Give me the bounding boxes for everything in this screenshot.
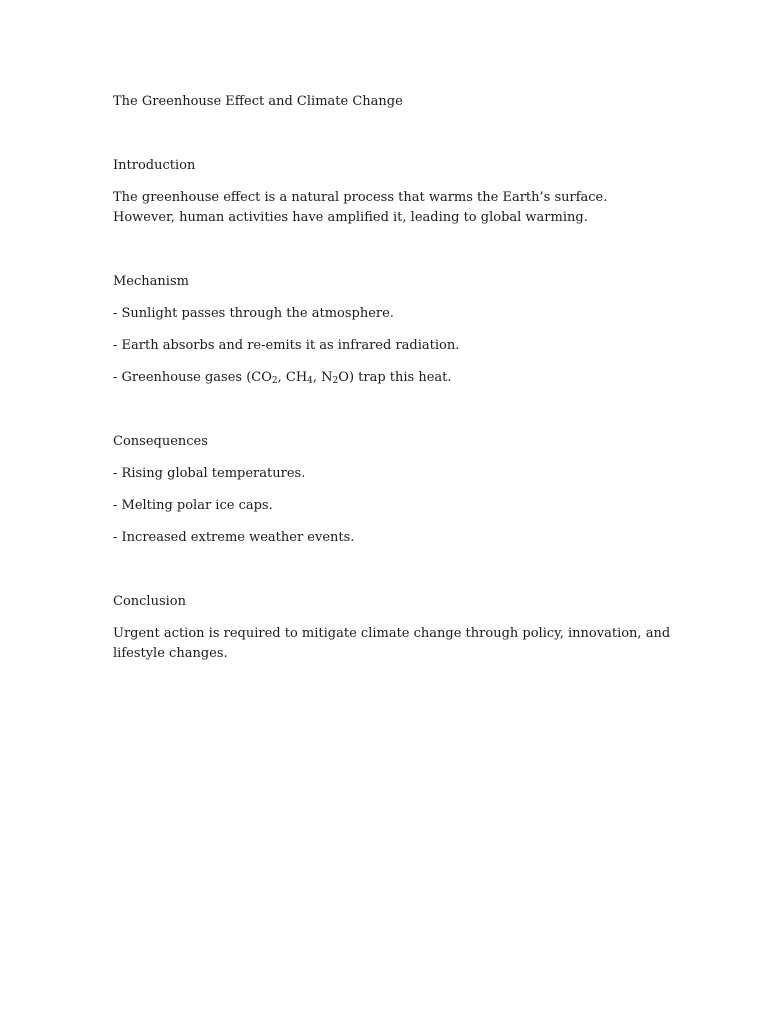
- mechanism-bullet-2: - Earth absorbs and re-emits it as infrared radiation.: [113, 338, 460, 353]
- mechanism-bullet-3: [113, 368, 673, 388]
- consequences-bullet-2: - Melting polar ice caps.: [113, 498, 273, 513]
- consequences-bullet-1: - Rising global temperatures.: [113, 466, 306, 481]
- ch4-subscript: 4: [307, 376, 313, 386]
- section-heading-consequences: Consequences: [113, 434, 208, 449]
- section-heading-introduction: Introduction: [113, 158, 196, 173]
- gases-text-prefix: - Greenhouse gases (CO: [113, 370, 272, 385]
- co2-subscript: 2: [271, 376, 278, 386]
- gases-text-suffix: O) trap this heat.: [338, 370, 452, 385]
- consequences-bullet-3: - Increased extreme weather events.: [113, 530, 355, 545]
- mechanism-bullet-1: - Sunlight passes through the atmosphere.: [113, 306, 394, 321]
- conclusion-paragraph: Urgent action is required to mitigate climate change through policy, innovation, and lifestyle changes.: [113, 626, 671, 661]
- gases-text-mid2: , N: [312, 370, 333, 385]
- introduction-paragraph: The greenhouse effect is a natural process that warms the Earth’s surface. However, human activities have amplified it, leading to global warming.: [113, 190, 608, 225]
- document-title: The Greenhouse Effect and Climate Change: [113, 94, 403, 109]
- document-page: [113, 92, 673, 664]
- n2o-subscript: 2: [332, 376, 339, 386]
- gases-text-mid1: , CH: [277, 370, 308, 385]
- section-heading-mechanism: Mechanism: [113, 274, 189, 289]
- section-heading-conclusion: Conclusion: [113, 594, 186, 609]
